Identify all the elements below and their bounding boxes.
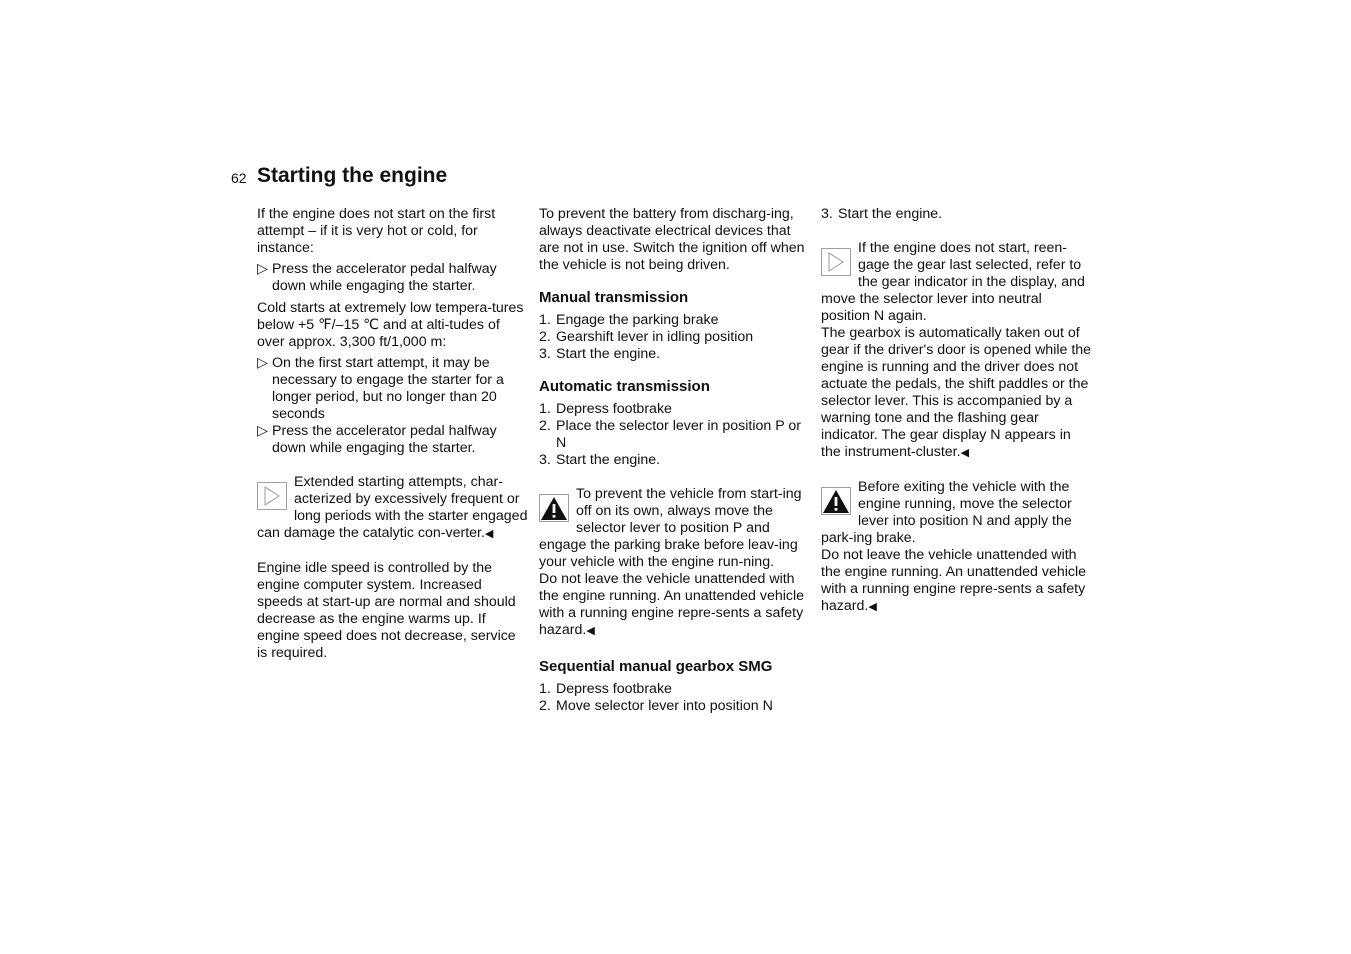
column-2 <box>539 206 811 715</box>
paragraph: Cold starts at extremely low tempera-tures below +5 ℉/–15 ℃ and at alti-tudes of over approx. 3,300 ft/1,000 m: <box>257 300 524 350</box>
warning-text-2: Do not leave the vehicle unattended with the engine running. An unattended vehicle with a running engine repre-sents a safety hazard. <box>539 571 805 638</box>
warning-block <box>539 486 811 640</box>
list-item <box>539 681 811 698</box>
warning-text: To prevent the vehicle from start-ing off on its own, always move the selector lever to position P and engage the parking brake before leav-ing your vehicle with the engine run-ning. <box>539 486 802 570</box>
end-marker-icon: ◀ <box>960 447 970 459</box>
end-marker-icon: ◀ <box>868 601 877 613</box>
paragraph: If the engine does not start on the first attempt – if it is very hot or cold, for instance: <box>257 206 496 256</box>
bullet-text: Press the accelerator pedal halfway down while engaging the starter. <box>272 423 497 456</box>
item-text: Move selector lever into position N <box>556 698 773 714</box>
bullet-arrow-icon: ▷ <box>257 261 268 277</box>
list-item <box>539 418 811 452</box>
note-block <box>257 474 529 543</box>
section-heading-automatic: Automatic transmission <box>539 378 710 395</box>
page-title: Starting the engine <box>257 164 448 187</box>
bullet-item <box>257 261 529 295</box>
item-text: Start the engine. <box>838 206 943 222</box>
section-heading-manual: Manual transmission <box>539 289 689 306</box>
bullet-text: Press the accelerator pedal halfway down while engaging the starter. <box>272 261 497 294</box>
item-number: 1. <box>539 401 551 417</box>
item-text: Start the engine. <box>556 452 661 468</box>
warning-text-2: Do not leave the vehicle unattended with the engine running. An unattended vehicle with a running engine repre-sents a safety hazard. <box>821 547 1087 614</box>
note-triangle-icon <box>821 248 851 276</box>
item-number: 3. <box>821 206 833 222</box>
list-item <box>539 452 811 469</box>
note-text: If the engine does not start, reen-gage the gear last selected, refer to the gear indicator in the display, and move the selector lever into neutral position N again. <box>821 240 1085 324</box>
item-text: Place the selector lever in position P or N <box>556 418 801 451</box>
column-3 <box>821 206 1093 616</box>
column-1 <box>257 206 529 662</box>
item-text: Depress footbrake <box>556 681 672 697</box>
list-item <box>539 698 811 715</box>
bullet-item <box>257 355 529 423</box>
warning-icon <box>539 494 569 522</box>
bullet-item <box>257 423 529 457</box>
note-text: Extended starting attempts, char-acterized by excessively frequent or long periods with the starter engaged can damage the catalytic con-verter. <box>257 474 528 541</box>
list-item <box>539 329 811 346</box>
note-block <box>821 240 1093 462</box>
item-number: 1. <box>539 681 551 697</box>
warning-icon <box>821 487 851 515</box>
warning-block <box>821 479 1093 616</box>
list-item <box>821 206 1093 223</box>
warning-text: Before exiting the vehicle with the engine running, move the selector lever into position N and apply the park-ing brake. <box>821 479 1072 546</box>
bullet-arrow-icon: ▷ <box>257 355 268 371</box>
item-number: 1. <box>539 312 551 328</box>
list-item <box>539 312 811 329</box>
item-text: Engage the parking brake <box>556 312 719 328</box>
end-marker-icon: ◀ <box>484 528 494 540</box>
item-text: Start the engine. <box>556 346 661 362</box>
note-triangle-icon <box>257 482 287 510</box>
paragraph: Engine idle speed is controlled by the engine computer system. Increased speeds at start-up are normal and should decrease as the engine warms up. If engine speed does not decrease, service is required. <box>257 560 516 661</box>
paragraph: To prevent the battery from discharg-ing, always deactivate electrical devices that are not in use. Switch the ignition off when the vehicle is not being driven. <box>539 206 805 273</box>
page-number: 62 <box>231 170 247 186</box>
list-item <box>539 346 811 363</box>
item-text: Depress footbrake <box>556 401 672 417</box>
item-text: Gearshift lever in idling position <box>556 329 754 345</box>
list-item <box>539 401 811 418</box>
end-marker-icon: ◀ <box>586 625 595 637</box>
item-number: 3. <box>539 346 551 362</box>
section-heading-smg: Sequential manual gearbox SMG <box>539 658 773 675</box>
item-number: 2. <box>539 698 551 714</box>
note-text-2: The gearbox is automatically taken out of gear if the driver's door is opened while the engine is running and the driver does not actuate the pedals, the shift paddles or the selector lever. This is accompanied by a warning tone and the flashing gear indicator. The gear display N appears in the instrument-cluster. <box>821 325 1092 460</box>
bullet-arrow-icon: ▷ <box>257 423 268 439</box>
item-number: 2. <box>539 329 551 345</box>
item-number: 2. <box>539 418 551 434</box>
item-number: 3. <box>539 452 551 468</box>
bullet-text: On the first start attempt, it may be necessary to engage the starter for a longer period, but no longer than 20 seconds <box>272 355 504 422</box>
